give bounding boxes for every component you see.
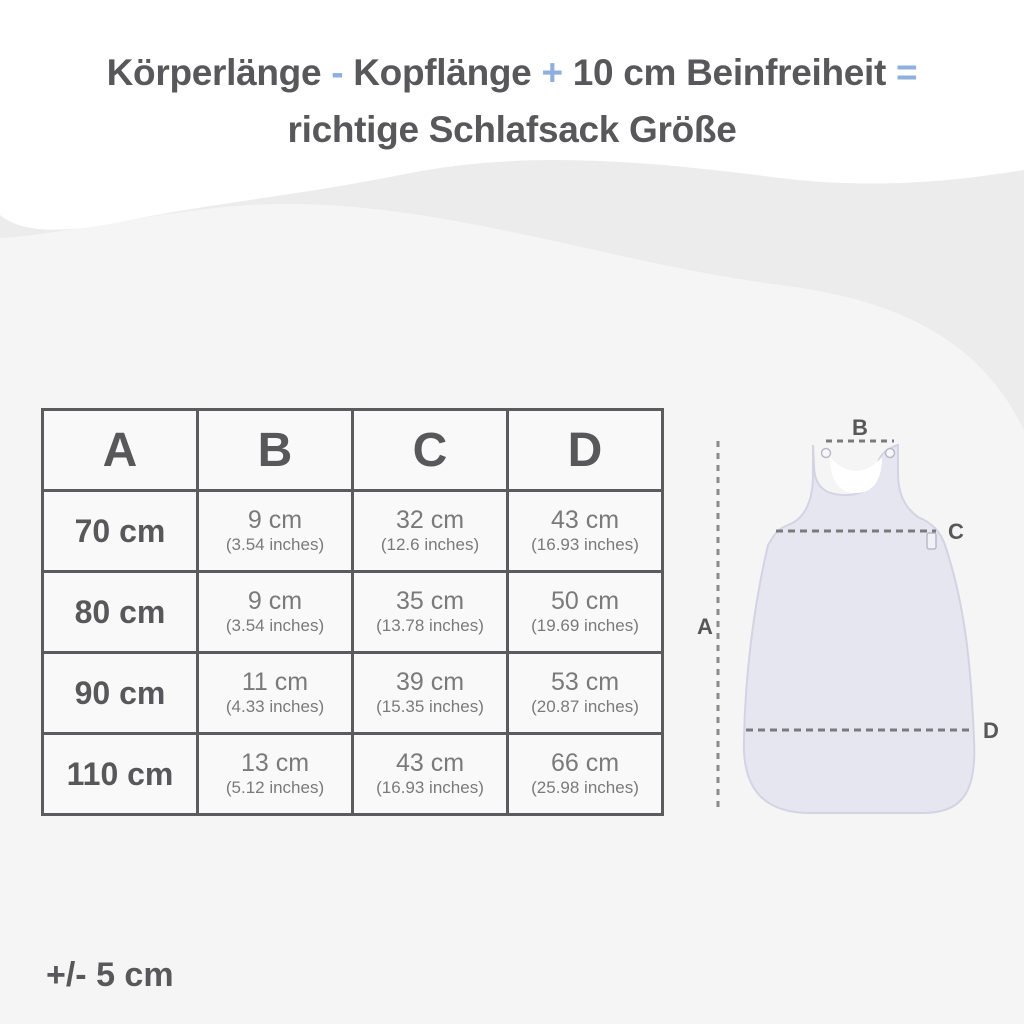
cell-length: 70 cm (43, 491, 198, 572)
label-a: A (697, 614, 713, 639)
cell-b (198, 572, 353, 653)
cell-d (508, 734, 663, 815)
cell-b (198, 734, 353, 815)
zipper-tab (927, 533, 936, 549)
cell-d-inches: (20.87 inches) (531, 697, 639, 716)
label-b: B (852, 415, 868, 440)
cell-c (353, 491, 508, 572)
cell-b-cm: 9 cm (247, 506, 303, 534)
cell-c-inches: (13.78 inches) (376, 616, 484, 635)
headline-line-1 (0, 44, 1024, 101)
headline-head-length: Kopflänge (353, 52, 532, 93)
cell-c-inches: (15.35 inches) (376, 697, 484, 716)
column-header-d: D (508, 410, 663, 491)
headline (0, 44, 1024, 158)
cell-c-cm: 35 cm (395, 587, 465, 615)
column-header-a: A (43, 410, 198, 491)
label-d: D (983, 718, 999, 743)
table-row (43, 491, 663, 572)
shoulder-button-left (822, 449, 831, 458)
cell-c-cm: 32 cm (395, 506, 465, 534)
column-header-b: B (198, 410, 353, 491)
cell-d-inches: (25.98 inches) (531, 778, 639, 797)
cell-b (198, 491, 353, 572)
size-tolerance: +/- 5 cm (46, 956, 174, 994)
cell-c-cm: 43 cm (395, 749, 465, 777)
cell-length: 90 cm (43, 653, 198, 734)
table-row (43, 734, 663, 815)
label-c: C (948, 519, 964, 544)
cell-length: 110 cm (43, 734, 198, 815)
cell-c (353, 653, 508, 734)
cell-b-cm: 11 cm (241, 668, 309, 696)
cell-b-inches: (5.12 inches) (225, 778, 325, 797)
shoulder-button-right (886, 449, 895, 458)
column-header-c: C (353, 410, 508, 491)
cell-c (353, 734, 508, 815)
headline-body-length: Körperlänge (106, 52, 322, 93)
cell-b-inches: (4.33 inches) (225, 697, 325, 716)
headline-equals: = (896, 52, 918, 93)
cell-b-inches: (3.54 inches) (225, 616, 325, 635)
sleeping-bag-diagram (690, 405, 1024, 825)
cell-b (198, 653, 353, 734)
cell-d-inches: (19.69 inches) (531, 616, 639, 635)
cell-d-cm: 66 cm (550, 749, 620, 777)
cell-d-cm: 53 cm (550, 668, 620, 696)
sleeping-bag-body (744, 445, 974, 813)
cell-d-cm: 50 cm (550, 587, 620, 615)
table-row (43, 653, 663, 734)
cell-c-inches: (12.6 inches) (380, 535, 480, 554)
headline-minus: - (331, 52, 344, 93)
cell-c-inches: (16.93 inches) (376, 778, 484, 797)
cell-c (353, 572, 508, 653)
headline-line-2: richtige Schlafsack Größe (287, 109, 737, 150)
size-table (41, 408, 664, 816)
cell-b-inches: (3.54 inches) (225, 535, 325, 554)
cell-d-cm: 43 cm (550, 506, 620, 534)
cell-d (508, 653, 663, 734)
table-header-row (43, 410, 663, 491)
cell-length: 80 cm (43, 572, 198, 653)
cell-b-cm: 13 cm (240, 749, 310, 777)
cell-d (508, 491, 663, 572)
headline-leg-room: 10 cm Beinfreiheit (572, 52, 887, 93)
cell-d (508, 572, 663, 653)
cell-d-inches: (16.93 inches) (531, 535, 639, 554)
headline-plus: + (541, 52, 563, 93)
cell-b-cm: 9 cm (247, 587, 303, 615)
table-row (43, 572, 663, 653)
cell-c-cm: 39 cm (395, 668, 465, 696)
